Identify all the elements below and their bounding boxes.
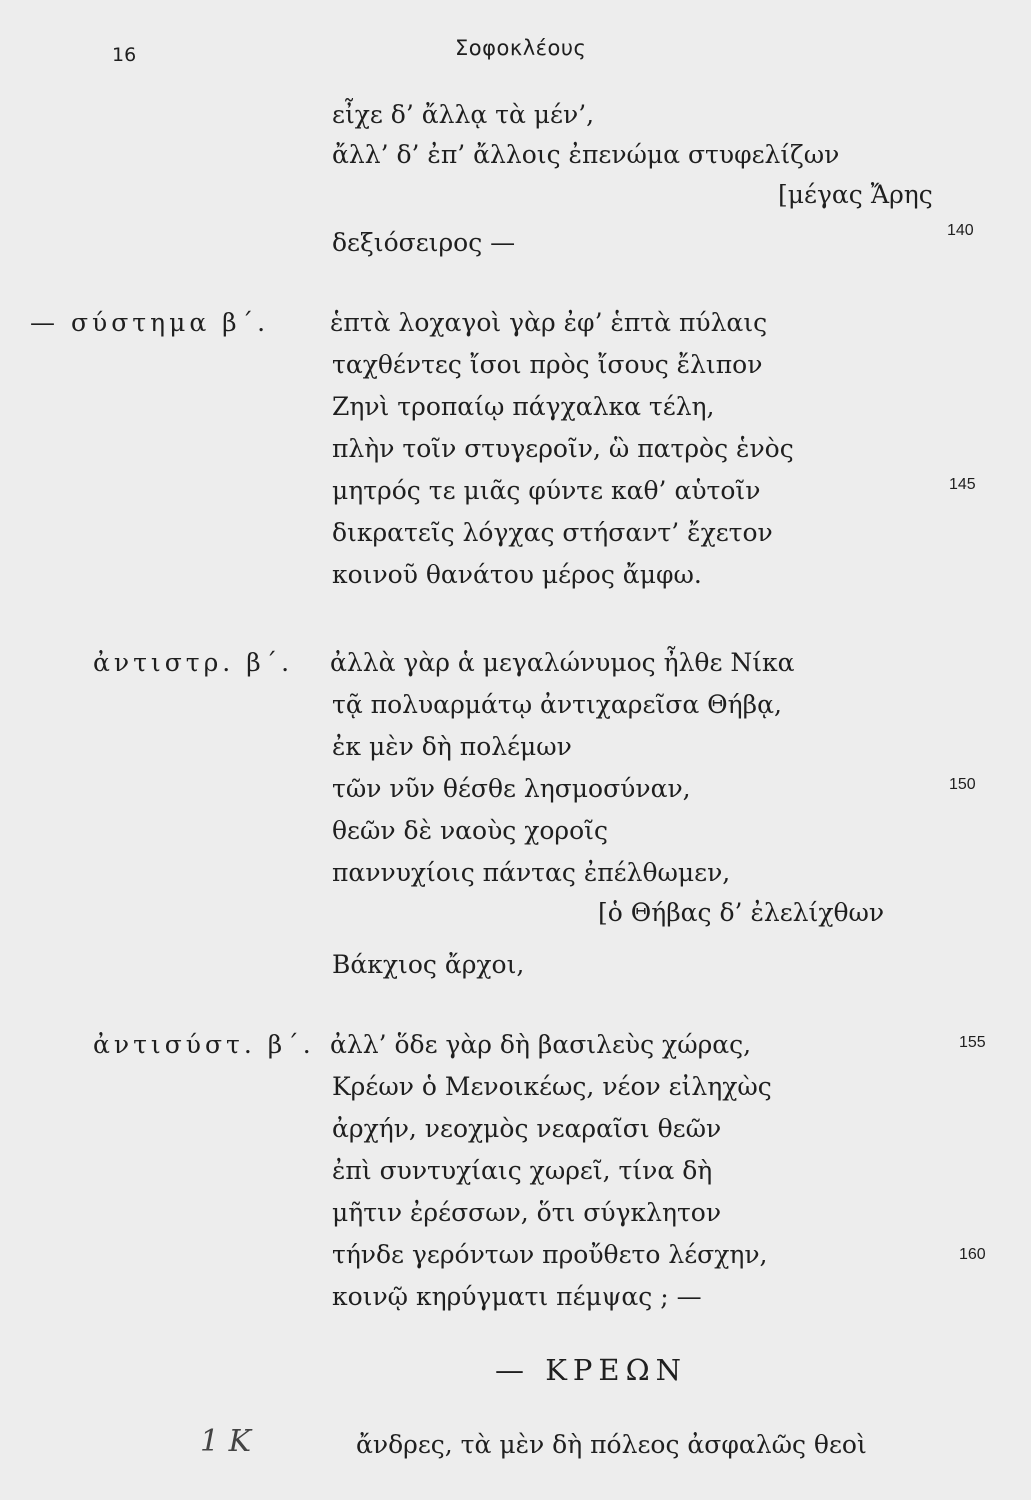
verse-line: [ὁ Θήβας δ’ ἐλελίχθων [598,898,885,927]
running-title: Σοφοκλέους [455,36,587,60]
page-number: 16 [112,44,137,66]
line-number: 160 [959,1246,986,1263]
section-label: ἀντισύστ. β΄. [93,1030,315,1059]
verse-line: ἀρχήν, νεοχμὸς νεαραῖσι θεῶν [332,1114,722,1143]
verse-line: ἄλλ’ δ’ ἐπ’ ἄλλοις ἐπενώμα στυφελίζων [332,140,840,169]
verse-line: εἶχε δ’ ἄλλᾳ τὰ μέν’, [332,100,595,129]
verse-line: Κρέων ὁ Μενοικέως, νέον εἰληχὼς [332,1072,772,1101]
section-label: — σύστημα β΄. [30,308,270,337]
verse-line: [μέγας Ἄρης [778,180,933,209]
verse-line: δεξιόσειρος — [332,228,516,257]
verse-line: παννυχίοις πάντας ἐπέλθωμεν, [332,858,731,887]
speaker-heading: — ΚΡΕΩΝ [495,1353,687,1387]
handwritten-note: 1 Κ [200,1424,252,1459]
verse-line: δικρατεῖς λόγχας στήσαντ’ ἔχετον [332,518,773,547]
verse-line: πλὴν τοῖν στυγεροῖν, ὣ πατρὸς ἑνὸς [332,434,794,463]
verse-line: κοινῷ κηρύγματι πέμψας ; — [332,1282,702,1311]
line-number: 145 [949,476,976,493]
verse-line: ἐκ μὲν δὴ πολέμων [332,732,572,761]
verse-line: ἀλλ’ ὅδε γὰρ δὴ βασιλεὺς χώρας, [330,1030,752,1059]
verse-line: Βάκχιος ἄρχοι, [332,950,525,979]
verse-line: ἐπὶ συντυχίαις χωρεῖ, τίνα δὴ [332,1156,713,1185]
verse-line: ἀλλὰ γὰρ ἁ μεγαλώνυμος ἦλθε Νίκα [330,648,795,677]
verse-line: τᾷ πολυαρμάτῳ ἀντιχαρεῖσα Θήβᾳ, [332,690,782,719]
line-number: 150 [949,776,976,793]
verse-line: τήνδε γερόντων προὔθετο λέσχην, [332,1240,768,1269]
verse-line: κοινοῦ θανάτου μέρος ἄμφω. [332,560,702,589]
verse-line: θεῶν δὲ ναοὺς χοροῖς [332,816,608,845]
verse-line: ταχθέντες ἴσοι πρὸς ἴσους ἔλιπον [332,350,763,379]
verse-line: τῶν νῦν θέσθε λησμοσύναν, [332,774,691,803]
verse-line: ἑπτὰ λοχαγοὶ γὰρ ἐφ’ ἑπτὰ πύλαις [330,308,768,337]
verse-line: ἄνδρες, τὰ μὲν δὴ πόλεος ἀσφαλῶς θεοὶ [356,1430,867,1459]
section-label: ἀντιστρ. β΄. [93,648,294,677]
line-number: 155 [959,1034,986,1051]
verse-line: μητρός τε μιᾶς φύντε καθ’ αὑτοῖν [332,476,761,505]
line-number: 140 [947,222,974,239]
verse-line: Ζηνὶ τροπαίῳ πάγχαλκα τέλη, [332,392,715,421]
verse-line: μῆτιν ἐρέσσων, ὅτι σύγκλητον [332,1198,722,1227]
